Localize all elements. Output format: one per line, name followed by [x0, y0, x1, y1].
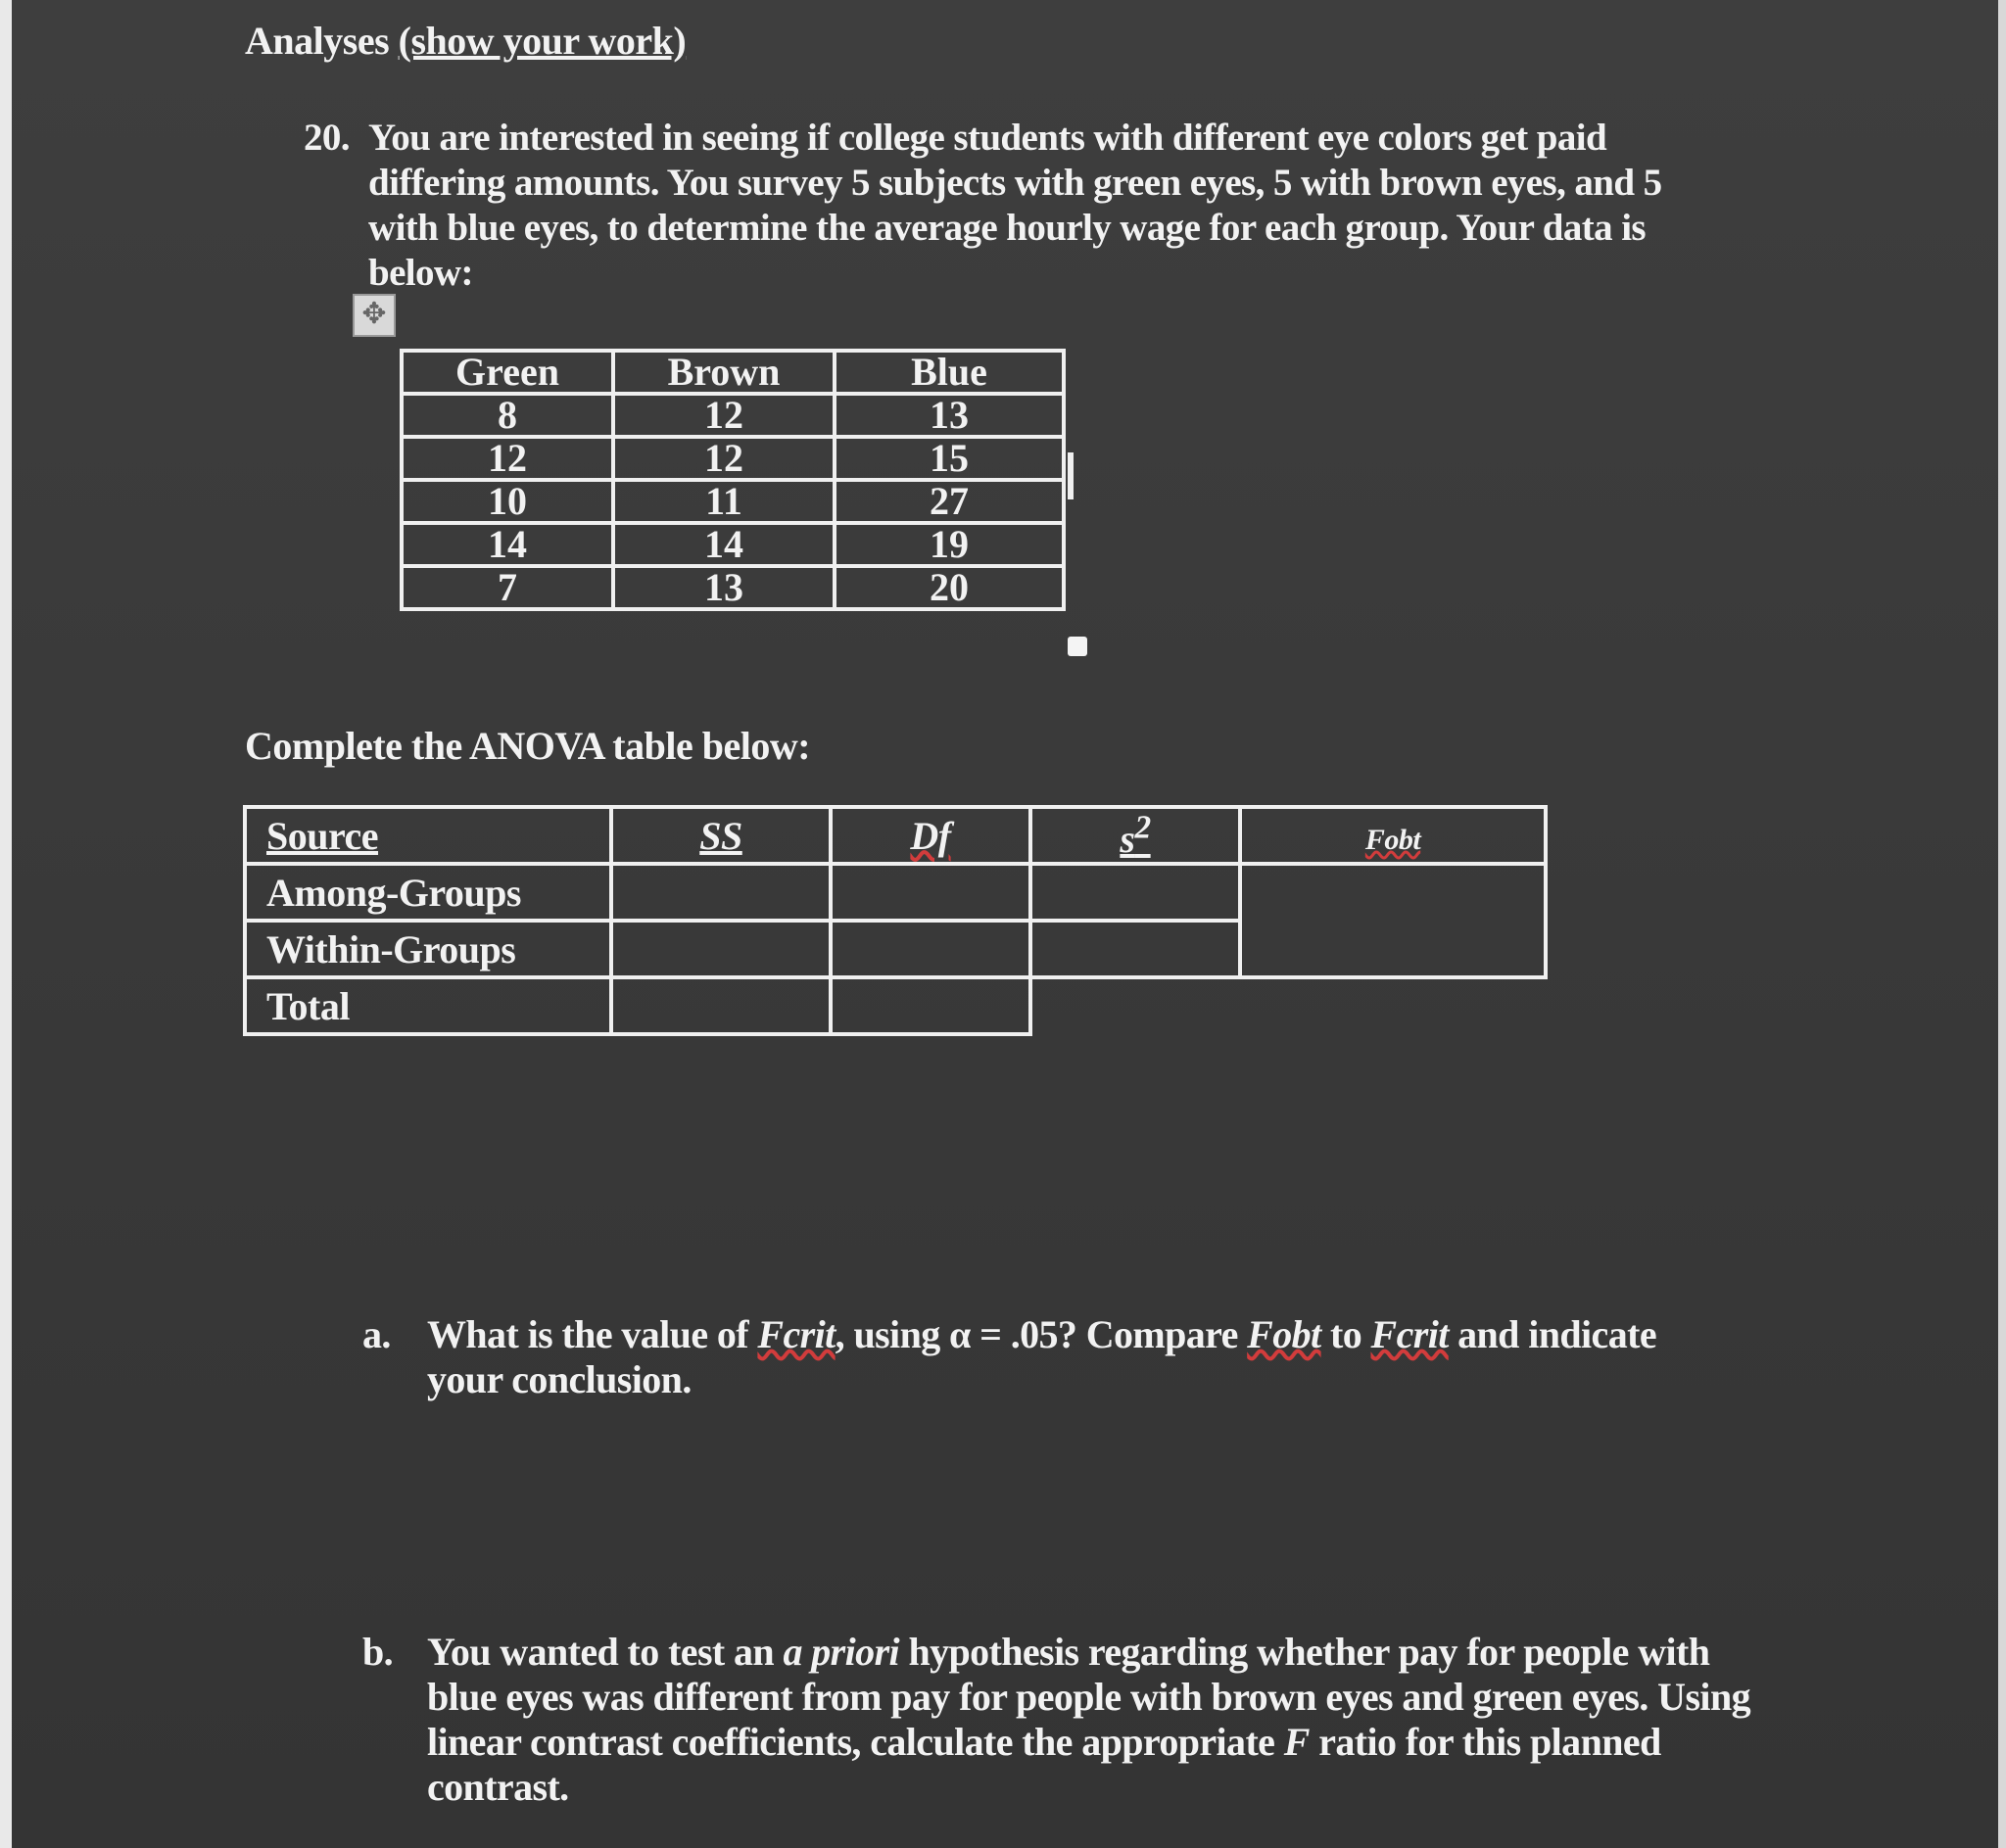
anova-instruction: Complete the ANOVA table below: — [245, 724, 811, 768]
question-text: You are interested in seeing if college students with different eye colors get paid differing amounts. You survey 5 subjects with green eyes, 5 with brown eyes, and 5 with blue eyes, to determine the average hourly wage for each group. Your data is below: — [368, 117, 1662, 294]
table-header-row — [402, 351, 1064, 394]
anova-empty-cell — [1030, 977, 1240, 1034]
question-a-part: , using α = .05? Compare — [835, 1312, 1248, 1356]
screen-left-edge — [0, 0, 12, 1848]
table-row — [402, 437, 1064, 480]
question-b-part: You wanted to test an — [427, 1630, 784, 1674]
anova-header-df-label: Df — [910, 813, 951, 858]
table-cell[interactable]: 12 — [613, 437, 835, 480]
anova-header-df — [831, 807, 1030, 864]
question-20 — [304, 116, 1675, 296]
anova-header-source-label: Source — [266, 813, 379, 858]
anova-header-s2-label: $s^2$ — [1120, 809, 1151, 861]
table-cell[interactable]: 27 — [835, 480, 1064, 523]
anova-cell-ss-within[interactable] — [611, 921, 831, 977]
table-row — [402, 523, 1064, 566]
anova-row-label: Total — [245, 977, 611, 1034]
heading-prefix: Analyses — [245, 19, 399, 63]
anova-cell-fobt[interactable] — [1240, 864, 1546, 977]
table-row — [402, 480, 1064, 523]
question-a-label: a. — [362, 1312, 391, 1356]
question-b-label: b. — [362, 1630, 394, 1674]
anova-cell-df-within[interactable] — [831, 921, 1030, 977]
anova-row-among — [245, 864, 1546, 921]
table-cell[interactable]: 12 — [402, 437, 613, 480]
f-term: F — [1283, 1720, 1310, 1764]
anova-table[interactable] — [243, 805, 1548, 1036]
question-b-text — [427, 1630, 1773, 1810]
table-cell[interactable]: 13 — [613, 566, 835, 609]
question-a-text — [427, 1312, 1695, 1402]
question-a — [362, 1312, 1695, 1402]
table-cell[interactable]: 11 — [613, 480, 835, 523]
table-cell[interactable]: 14 — [402, 523, 613, 566]
anova-cell-ss-among[interactable] — [611, 864, 831, 921]
anova-cell-s2-among[interactable] — [1030, 864, 1240, 921]
move-icon[interactable]: ✥ — [353, 294, 396, 337]
table-cell[interactable]: 13 — [835, 394, 1064, 437]
anova-header-fobt — [1240, 807, 1546, 864]
section-heading — [245, 18, 686, 64]
anova-header-fobt-label: Fobt — [1364, 823, 1421, 856]
table-header-blue: Blue — [835, 351, 1064, 394]
anova-cell-df-among[interactable] — [831, 864, 1030, 921]
anova-cell-ss-total[interactable] — [611, 977, 831, 1034]
table-cell[interactable]: 14 — [613, 523, 835, 566]
anova-header-ss-label: SS — [699, 813, 742, 858]
table-cell[interactable]: 10 — [402, 480, 613, 523]
anova-header-s2 — [1030, 807, 1240, 864]
apriori-term: a priori — [783, 1630, 900, 1674]
anova-cell-s2-within[interactable] — [1030, 921, 1240, 977]
question-b-part: hypothesis regarding whether pay for people with blue eyes was different from pay for people with brown eyes and green eyes. Using linear contrast coefficients, calculate the appropriate — [427, 1630, 1750, 1764]
eye-color-data-table[interactable] — [400, 349, 1066, 611]
table-header-brown: Brown — [613, 351, 835, 394]
resize-handle-icon[interactable] — [1068, 637, 1087, 656]
screen-right-edge — [1998, 0, 2006, 1848]
anova-row-label: Among-Groups — [245, 864, 611, 921]
table-cell[interactable]: 19 — [835, 523, 1064, 566]
table-header-green: Green — [402, 351, 613, 394]
table-row — [402, 394, 1064, 437]
fobt-term: Fobt — [1247, 1312, 1321, 1356]
table-cell[interactable]: 8 — [402, 394, 613, 437]
anova-header-row — [245, 807, 1546, 864]
table-cell[interactable]: 12 — [613, 394, 835, 437]
heading-underlined: (show your work) — [398, 19, 687, 63]
table-cell[interactable]: 20 — [835, 566, 1064, 609]
fcrit-term: Fcrit — [1370, 1312, 1449, 1356]
fcrit-term: Fcrit — [757, 1312, 836, 1356]
question-b — [362, 1630, 1773, 1810]
table-cell[interactable]: 15 — [835, 437, 1064, 480]
anova-row-label: Within-Groups — [245, 921, 611, 977]
anova-header-ss — [611, 807, 831, 864]
table-row — [402, 566, 1064, 609]
question-a-part: What is the value of — [427, 1312, 758, 1356]
anova-row-total — [245, 977, 1546, 1034]
question-a-part: to — [1320, 1312, 1371, 1356]
anova-header-source — [245, 807, 611, 864]
table-column-marker[interactable] — [1068, 452, 1074, 499]
question-a-part: and indicate your conclusion. — [427, 1312, 1656, 1401]
question-b-part: ratio for this planned contrast. — [427, 1720, 1661, 1809]
anova-cell-df-total[interactable] — [831, 977, 1030, 1034]
question-number: 20. — [304, 117, 350, 159]
table-cell[interactable]: 7 — [402, 566, 613, 609]
anova-empty-cell — [1240, 977, 1546, 1034]
